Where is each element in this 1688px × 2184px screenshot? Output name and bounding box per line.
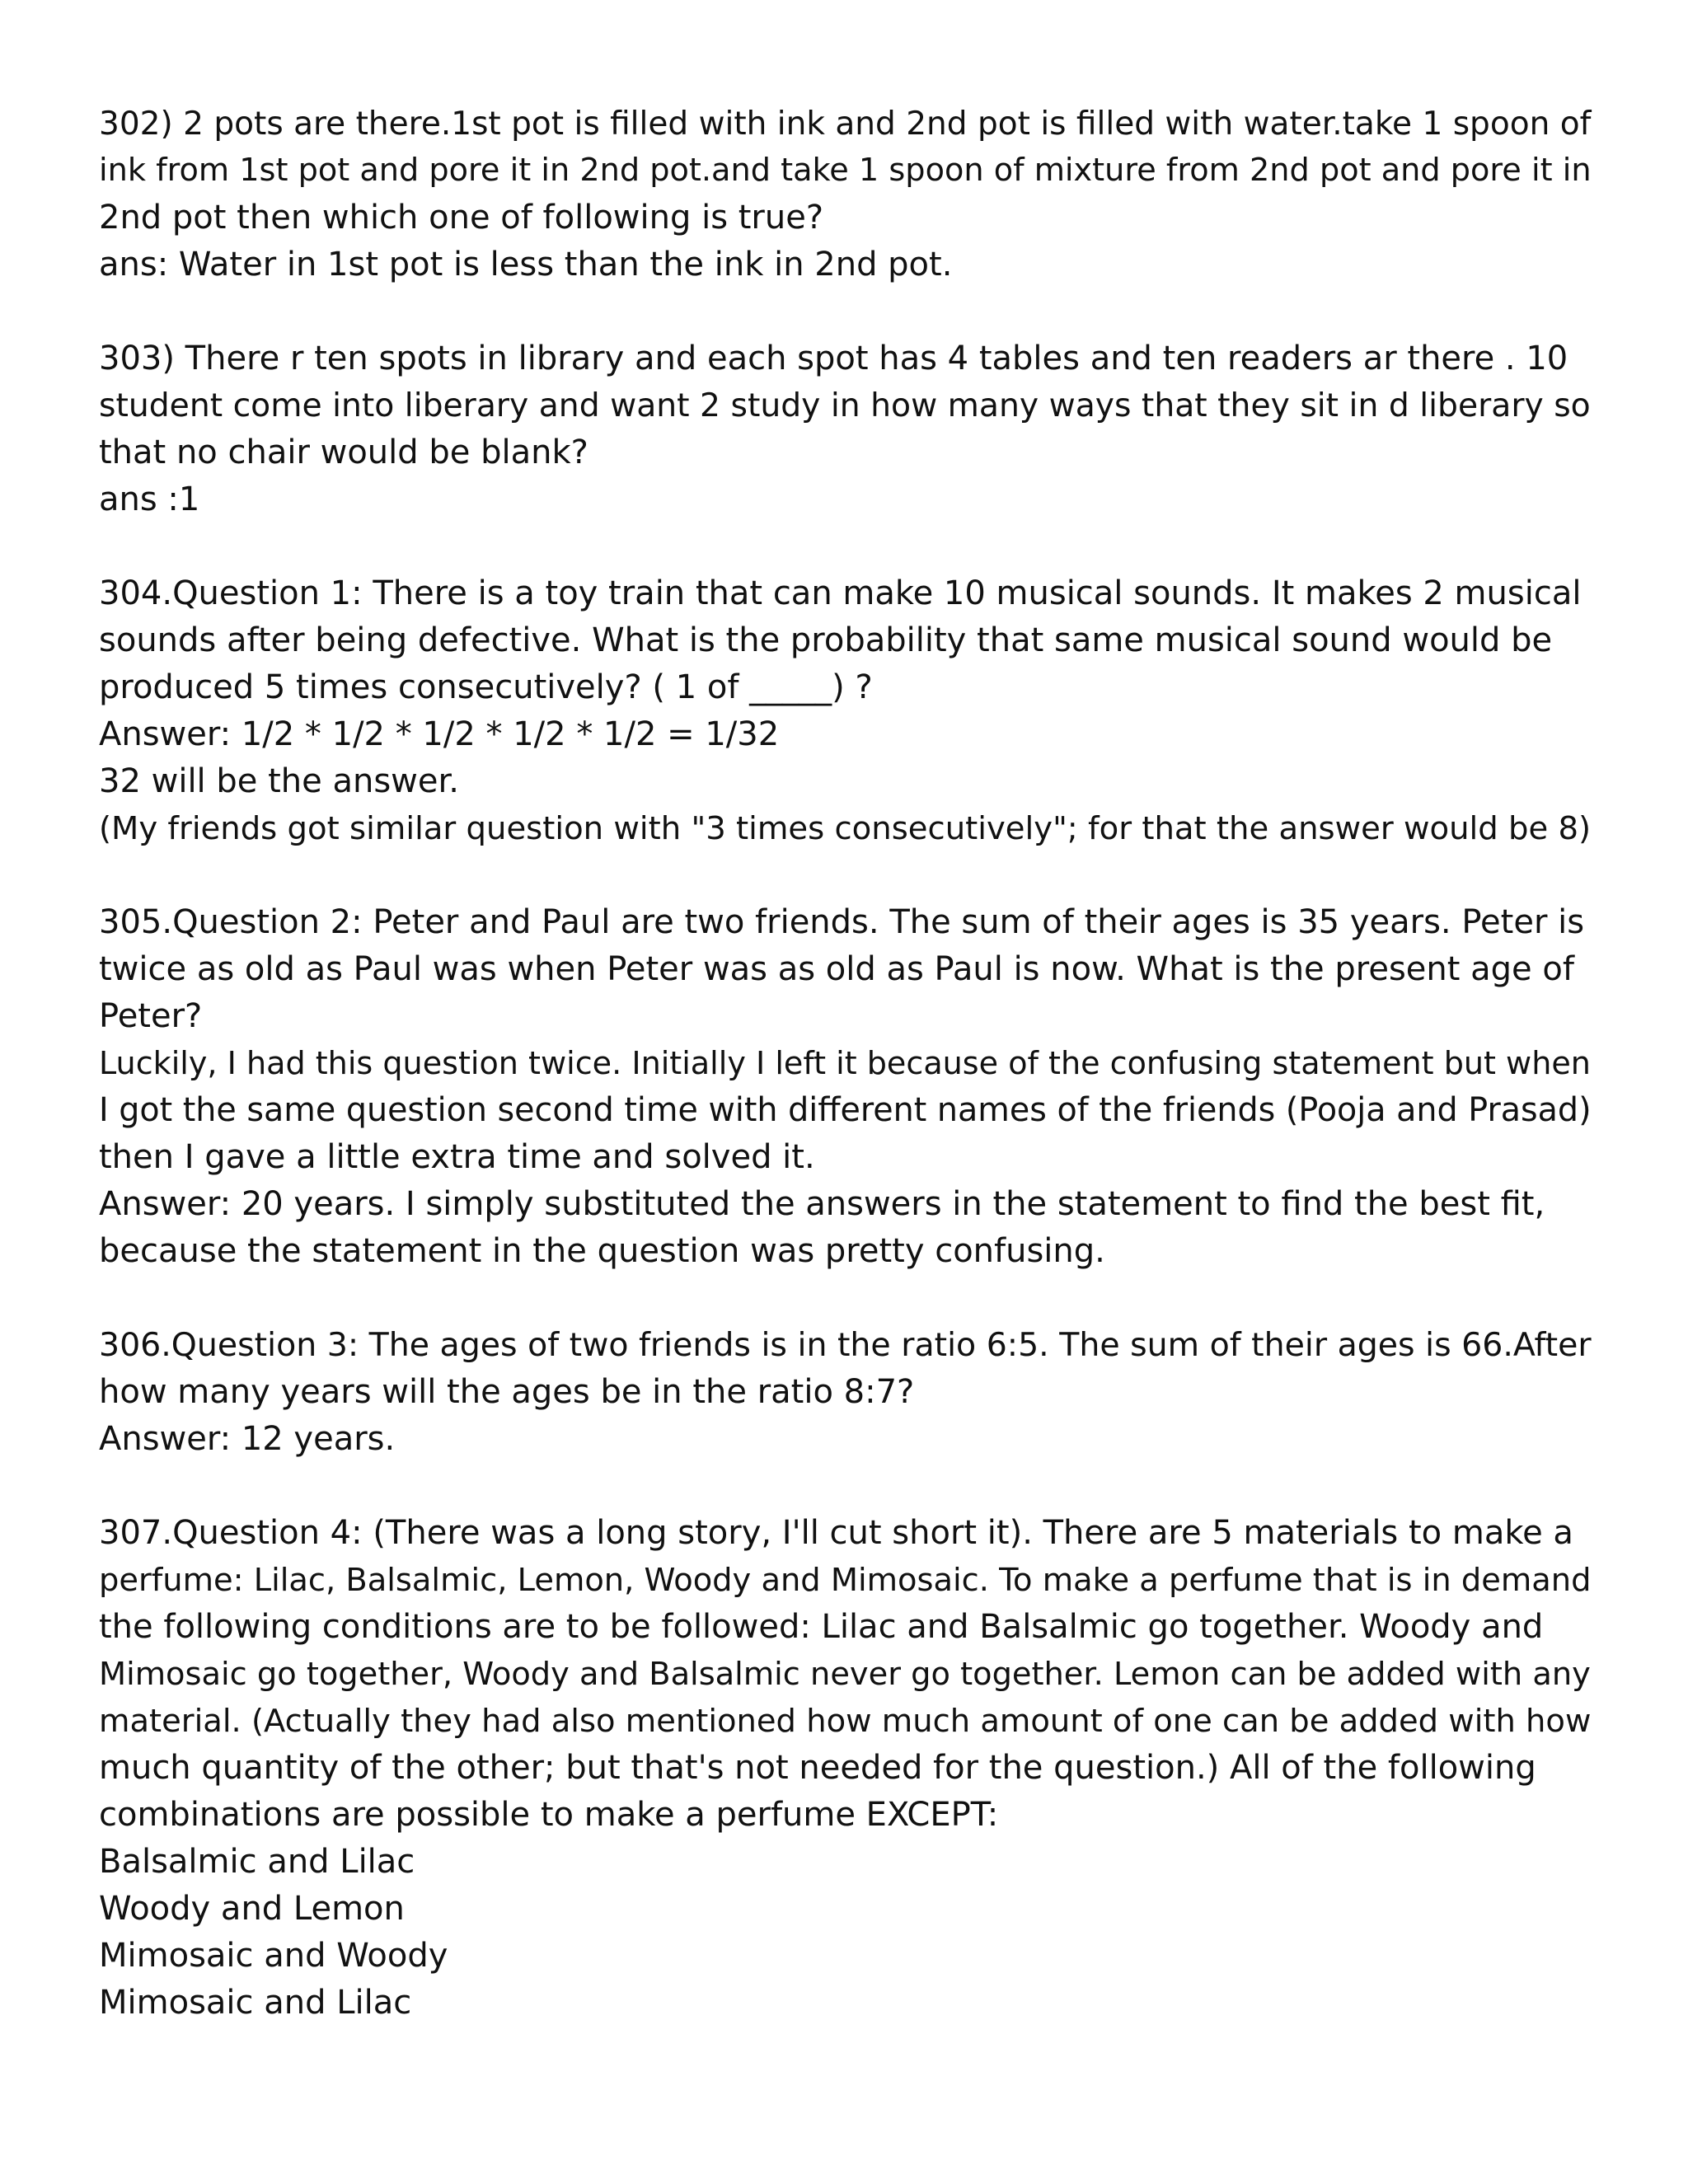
text-line: I got the same question second time with different names of the friends (Pooja and Prasad) (99, 1091, 1592, 1129)
text-line: the following conditions are to be followed: Lilac and Balsalmic go together. Woody and (99, 1608, 1544, 1646)
text-line: ink from 1st pot and pore it in 2nd pot.and take 1 spoon of mixture from 2nd pot and pore it in (99, 152, 1592, 189)
text-line: that no chair would be blank? (99, 434, 588, 471)
text-line: 2nd pot then which one of following is true? (99, 199, 824, 237)
question-list (99, 101, 1599, 2027)
text-line: ans :1 (99, 480, 200, 518)
text-line: 307.Question 4: (There was a long story, I'll cut short it). There are 5 materials to make a (99, 1514, 1573, 1552)
text-line: Luckily, I had this question twice. Initially I left it because of the confusing statement but when (99, 1045, 1591, 1081)
text-line: Mimosaic and Woody (99, 1937, 448, 1975)
text-line: 32 will be the answer. (99, 762, 459, 800)
text-line: much quantity of the other; but that's not needed for the question.) All of the following (99, 1749, 1536, 1787)
text-line: 303) There r ten spots in library and each spot has 4 tables and ten readers ar there . 10 (99, 340, 1568, 377)
text-line: Peter? (99, 997, 203, 1035)
question-block (99, 1510, 1599, 2027)
text-line: Answer: 12 years. (99, 1420, 396, 1458)
text-line: Answer: 20 years. I simply substituted the answers in the statement to find the best fit, (99, 1185, 1545, 1223)
text-line: Woody and Lemon (99, 1890, 405, 1928)
question-block (99, 335, 1599, 523)
text-line: Mimosaic and Lilac (99, 1984, 412, 2022)
text-line: produced 5 times consecutively? ( 1 of _____) ? (99, 668, 873, 706)
question-block (99, 1322, 1599, 1463)
text-line: 302) 2 pots are there.1st pot is filled with ink and 2nd pot is filled with water.take 1 spoon of (99, 105, 1592, 143)
text-line: (My friends got similar question with "3 times consecutively"; for that the answer would be 8) (99, 810, 1592, 847)
text-line: Mimosaic go together, Woody and Balsalmic never go together. Lemon can be added with any (99, 1656, 1591, 1693)
text-line: 304.Question 1: There is a toy train that can make 10 musical sounds. It makes 2 musical (99, 574, 1582, 612)
question-block (99, 570, 1599, 852)
text-line: 305.Question 2: Peter and Paul are two friends. The sum of their ages is 35 years. Peter is (99, 903, 1585, 941)
question-block (99, 899, 1599, 1275)
text-line: material. (Actually they had also mentioned how much amount of one can be added with how (99, 1703, 1592, 1740)
text-line: Answer: 1/2 * 1/2 * 1/2 * 1/2 * 1/2 = 1/32 (99, 715, 780, 753)
text-line: 306.Question 3: The ages of two friends is in the ratio 6:5. The sum of their ages is 66.After (99, 1326, 1592, 1364)
text-line: sounds after being defective. What is the probability that same musical sound would be (99, 621, 1553, 659)
text-line: combinations are possible to make a perfume EXCEPT: (99, 1796, 999, 1834)
text-line: perfume: Lilac, Balsalmic, Lemon, Woody and Mimosaic. To make a perfume that is in demand (99, 1562, 1592, 1599)
text-line: Balsalmic and Lilac (99, 1843, 415, 1881)
text-line: twice as old as Paul was when Peter was as old as Paul is now. What is the present age of (99, 950, 1574, 988)
text-line: because the statement in the question was pretty confusing. (99, 1232, 1105, 1270)
document-page (99, 101, 1599, 2074)
text-line: ans: Water in 1st pot is less than the ink in 2nd pot. (99, 246, 953, 284)
text-line: then I gave a little extra time and solved it. (99, 1138, 815, 1176)
text-line: student come into liberary and want 2 study in how many ways that they sit in d liberary so (99, 387, 1591, 424)
text-line: how many years will the ages be in the ratio 8:7? (99, 1373, 915, 1411)
question-block (99, 101, 1599, 288)
